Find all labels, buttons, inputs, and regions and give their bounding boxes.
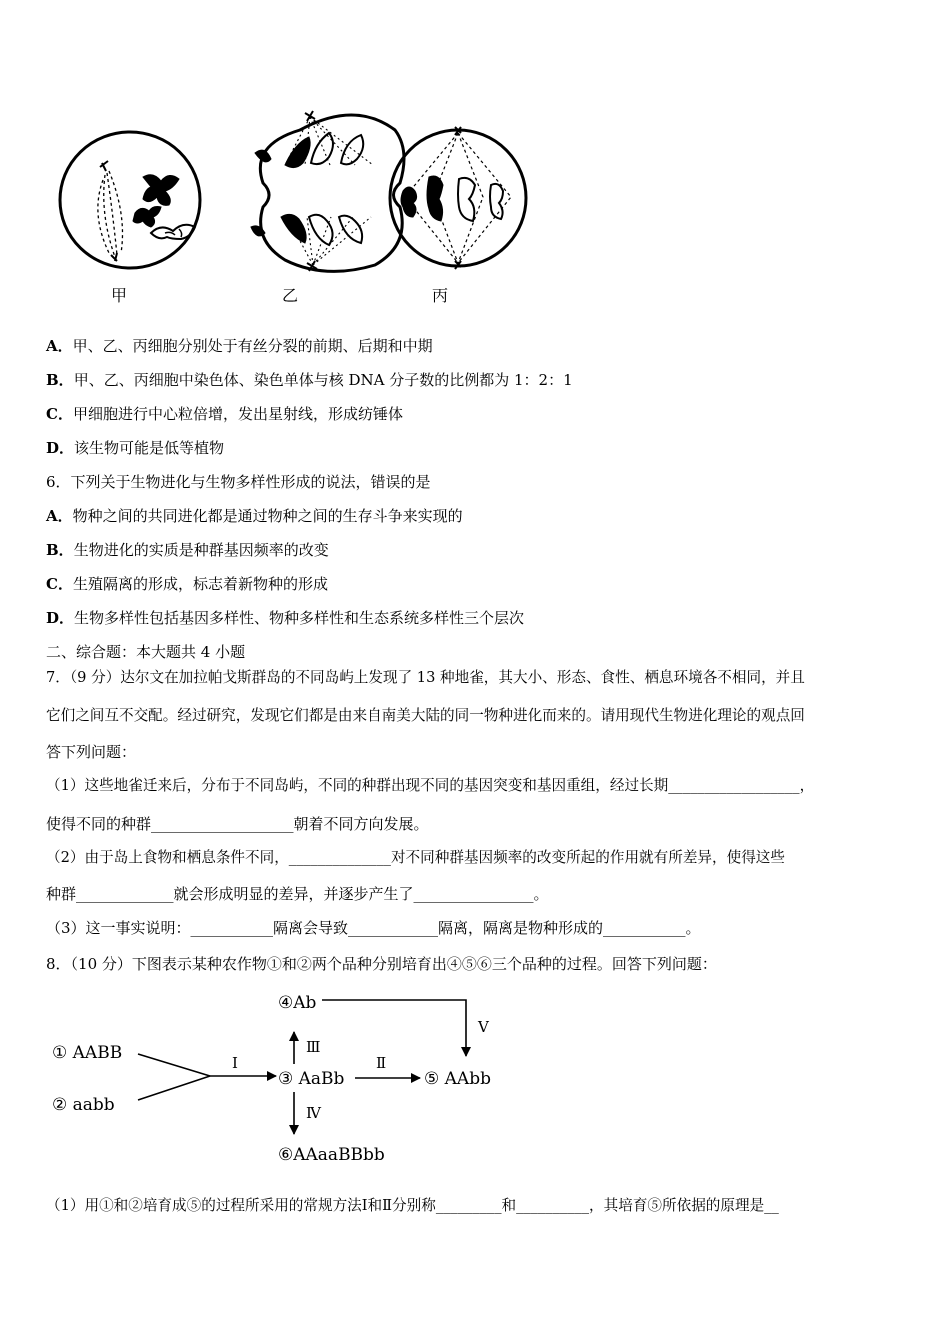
- node-1: ① AABB: [52, 1043, 123, 1063]
- q5-option-d: D．该生物可能是低等植物: [46, 439, 225, 457]
- step-4-label: Ⅳ: [306, 1104, 321, 1122]
- cell-jia: [60, 132, 200, 268]
- q7-line-1: 7．（9 分）达尔文在加拉帕戈斯群岛的不同岛屿上发现了 13 种地雀，其大小、形态、食性、栖息环境各不相同，并且: [46, 669, 805, 686]
- q6-option-a: A．物种之间的共同进化都是通过物种之间的生存斗争来实现的: [46, 507, 463, 525]
- section-heading: 二、综合题：本大题共 4 小题: [46, 643, 246, 661]
- node-5: ⑤ AAbb: [424, 1069, 491, 1089]
- q5-option-b: B．甲、乙、丙细胞中染色体、染色单体与核 DNA 分子数的比例都为 1：2：1: [46, 371, 573, 389]
- breeding-diagram: [50, 988, 520, 1173]
- q7-line-4: （1）这些地雀迁来后，分布于不同岛屿，不同的种群出现不同的基因突变和基因重组，经过长期__________________，: [46, 777, 815, 794]
- step-3-label: Ⅲ: [306, 1038, 321, 1056]
- q6-option-d: D．生物多样性包括基因多样性、物种多样性和生态系统多样性三个层次: [46, 609, 525, 627]
- q5-option-c: C．甲细胞进行中心粒倍增，发出星射线，形成纺锤体: [46, 405, 403, 423]
- q7-line-2: 它们之间互不交配。经过研究，发现它们都是由来自南美大陆的同一物种进化而来的。请用现代生物进化理论的观点回: [46, 707, 805, 724]
- node-3: ③ AaBb: [278, 1069, 345, 1089]
- q6-option-b: B．生物进化的实质是种群基因频率的改变: [46, 541, 329, 559]
- q7-line-7: 种群_____________就会形成明显的差异，并逐步产生了________________。: [46, 885, 549, 903]
- q5-option-a: A．甲、乙、丙细胞分别处于有丝分裂的前期、后期和中期: [46, 337, 433, 355]
- node-6: ⑥AAaaBBbb: [278, 1145, 385, 1165]
- q8-subquestion-1: （1）用①和②培育成⑤的过程所采用的常规方法Ⅰ和Ⅱ分别称_________和__________，其培育⑤所依据的原理是__: [46, 1197, 779, 1214]
- cell-yi: [251, 111, 404, 271]
- cell-bing: [390, 127, 526, 269]
- step-5-label: Ⅴ: [478, 1018, 489, 1036]
- step-1-label: Ⅰ: [232, 1054, 238, 1072]
- node-4: ④Ab: [278, 993, 317, 1013]
- node-2: ② aabb: [52, 1095, 115, 1115]
- cell-division-figure: [55, 105, 535, 280]
- q7-line-8: （3）这一事实说明：___________隔离会导致____________隔离，隔离是物种形成的___________。: [46, 919, 701, 937]
- q8-stem: 8．（10 分）下图表示某种农作物①和②两个品种分别培育出④⑤⑥三个品种的过程。回答下列问题：: [46, 955, 717, 973]
- q6-stem: 6．下列关于生物进化与生物多样性形成的说法，错误的是: [46, 473, 431, 491]
- q6-option-c: C．生殖隔离的形成，标志着新物种的形成: [46, 575, 328, 593]
- label-yi: 乙: [282, 286, 299, 305]
- label-jia: 甲: [111, 286, 128, 305]
- q7-line-5: 使得不同的种群___________________朝着不同方向发展。: [46, 815, 429, 833]
- q7-line-6: （2）由于岛上食物和栖息条件不同，______________对不同种群基因频率的改变所起的作用就有所差异，使得这些: [46, 849, 785, 866]
- label-bing: 丙: [432, 286, 449, 305]
- step-2-label: Ⅱ: [376, 1054, 387, 1072]
- q7-line-3: 答下列问题：: [46, 743, 137, 761]
